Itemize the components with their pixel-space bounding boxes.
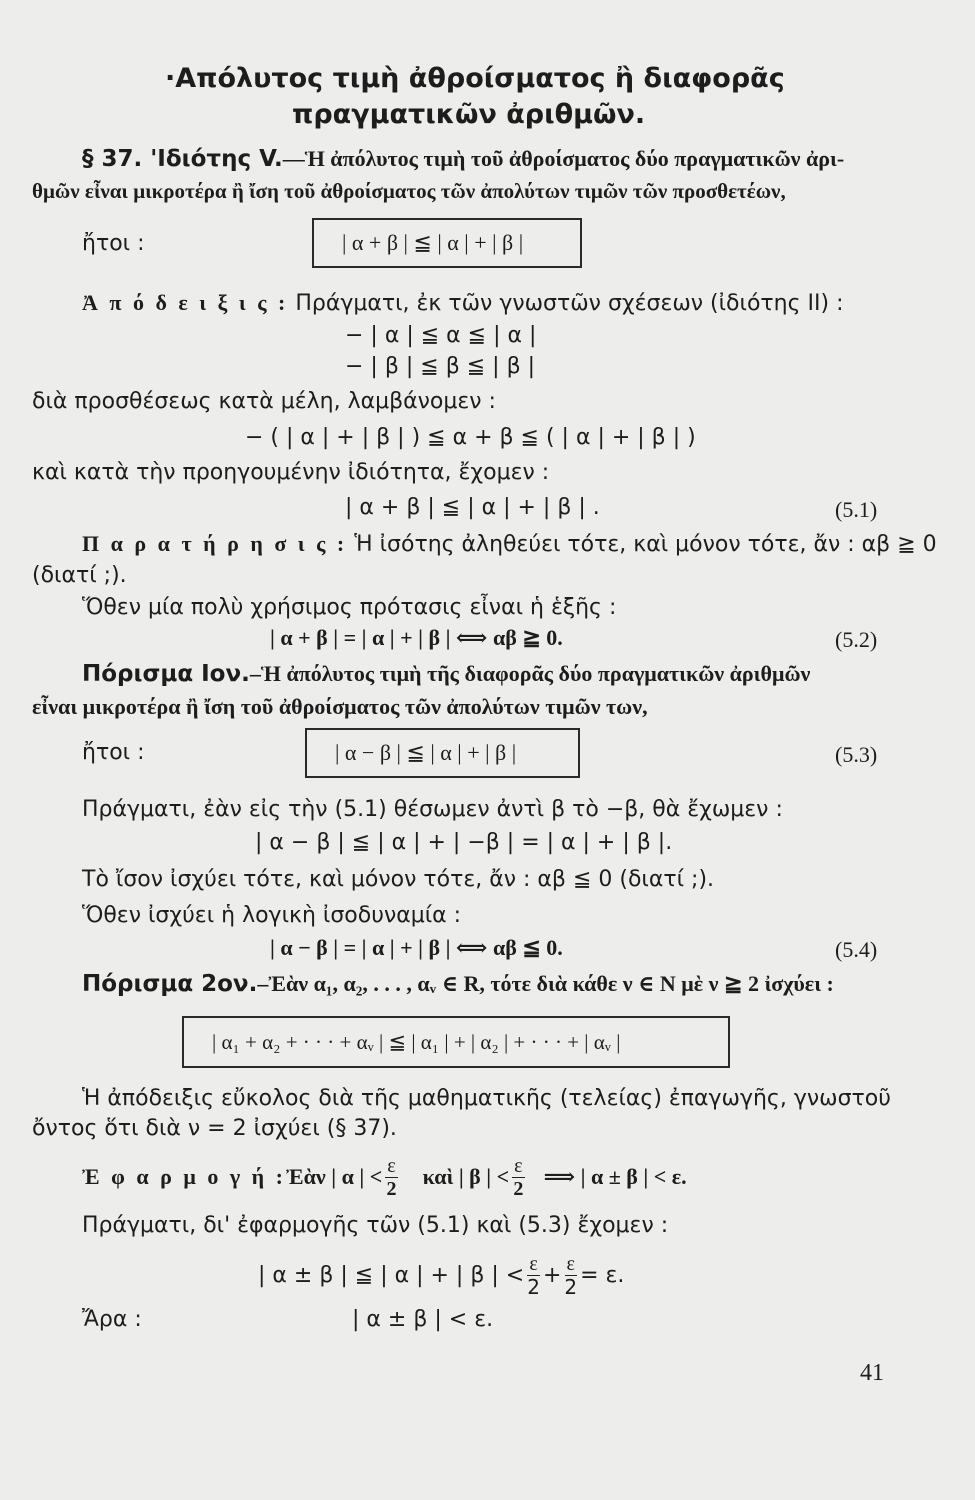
section-37-text-1: —Ἡ ἀπόλυτος τιμὴ τοῦ ἀθροίσματος δύο πραγματικῶν ἀρι- <box>282 146 845 171</box>
corollary-2-line <box>82 970 834 999</box>
derivation-line: | α − β | ≦ | α | + | −β | = | α | + | β |. <box>255 830 673 855</box>
boxed-formula-3 <box>182 1016 730 1068</box>
final-inequality <box>258 1250 624 1300</box>
section-37-text-2: θμῶν εἶναι μικροτέρα ἢ ἴση τοῦ ἀθροίσματος τῶν ἀπολύτων τιμῶν τῶν προσθετέων, <box>32 179 786 203</box>
final-inequality-left: | α ± β | ≦ | α | + | β | < <box>258 1262 525 1288</box>
section-37-label: § 37. 'Ιδιότης V. <box>82 146 283 172</box>
application-condition-a: Ἐὰν | α | < <box>286 1164 383 1189</box>
equation-5-3-number: (5.3) <box>835 742 878 767</box>
application-label: Ἐ φ α ρ μ ο γ ή : <box>82 1164 286 1189</box>
therefore-result: | α ± β | < ε. <box>352 1307 494 1332</box>
boxed-formula-2 <box>305 728 580 778</box>
corollary-2-label: Πόρισμα 2ον. <box>82 971 258 997</box>
equation-5-1: | α + β | ≦ | α | + | β | . <box>345 495 600 520</box>
fraction-numerator: ε <box>514 1154 523 1177</box>
fraction-numerator: ε <box>566 1252 575 1275</box>
section-37-line-1 <box>82 145 844 174</box>
useful-proposition-text: Ὅθεν μία πολὺ χρήσιμος πρότασις εἶναι ἡ ἑξῆς : <box>82 595 617 620</box>
epsilon-half-fraction-3 <box>527 1253 540 1298</box>
itoi-label-2: ἤτοι : <box>82 740 145 765</box>
epsilon-half-fraction-1 <box>385 1155 397 1200</box>
application-proof-text: Πράγματι, δι' ἐφαρμογῆς τῶν (5.1) καὶ (5.3) ἔχομεν : <box>82 1213 669 1238</box>
logical-equivalence-text: Ὅθεν ἰσχύει ἡ λογικὴ ἰσοδυναμία : <box>82 903 462 928</box>
boxed-formula-1-text: | α + β | ≦ | α | + | β | <box>342 230 524 255</box>
page-number: 41 <box>860 1360 884 1386</box>
boxed-formula-3-text: | α₁ + α₂ + · · · + αᵥ | ≦ | α₁ | + | α₂ | + · · · + | αᵥ | <box>212 1029 621 1054</box>
corollary-1-line-1 <box>82 660 810 689</box>
equation-5-4: | α − β | = | α | + | β | ⟺ αβ ≦ 0. <box>270 935 563 960</box>
equation-5-2: | α + β | = | α | + | β | ⟺ αβ ≧ 0. <box>270 625 563 650</box>
application-line <box>82 1152 687 1202</box>
plus-sign: + <box>542 1262 562 1288</box>
fraction-denominator: 2 <box>527 1274 540 1299</box>
title-line-1: ·Απόλυτος τιμὴ ἀθροίσματος ἢ διαφορᾶς <box>165 63 785 94</box>
corollary-2-text: –Ἐὰν α₁, α₂, . . . , αᵥ ∈ R, τότε διὰ κάθε ν ∈ N μὲ ν ≧ 2 ἰσχύει : <box>257 971 834 996</box>
remark-line <box>82 530 937 559</box>
proof-text: Πράγματι, ἐκ τῶν γνωστῶν σχέσεων (ἰδιότης II) : <box>288 291 844 316</box>
why-1: (διατί ;). <box>32 563 127 588</box>
fraction-denominator: 2 <box>564 1274 578 1299</box>
equation-5-2-number: (5.2) <box>835 627 878 652</box>
application-conclusion: ⟹ | α ± β | < ε. <box>543 1164 687 1189</box>
previous-property-text: καὶ κατὰ τὴν προηγουμένην ἰδιότητα, ἔχομεν : <box>32 460 550 485</box>
summed-inequality: − ( | α | + | β | ) ≦ α + β ≦ ( | α | + | β | ) <box>245 425 696 450</box>
addition-text: διὰ προσθέσεως κατὰ μέλη, λαμβάνομεν : <box>32 389 496 414</box>
equation-5-1-number: (5.1) <box>835 497 878 522</box>
final-inequality-right: = ε. <box>580 1262 625 1288</box>
substitution-text: Πράγματι, ἐὰν εἰς τὴν (5.1) θέσωμεν ἀντὶ β τὸ −β, θὰ ἔχωμεν : <box>82 797 783 822</box>
proof-label: Ἀ π ό δ ε ι ξ ι ς : <box>82 290 289 315</box>
induction-proof-line-2: ὄντος ὅτι διὰ ν = 2 ἰσχύει (§ 37). <box>32 1116 397 1141</box>
boxed-formula-2-text: | α − β | ≦ | α | + | β | <box>335 740 517 765</box>
equality-condition-text: Τὸ ἴσον ἰσχύει τότε, καὶ μόνον τότε, ἄν : αβ ≦ 0 (διατί ;). <box>82 867 715 892</box>
inequality-beta: − | β | ≦ β ≦ | β | <box>345 354 536 379</box>
equation-5-4-number: (5.4) <box>835 937 878 962</box>
fraction-denominator: 2 <box>386 1177 397 1200</box>
fraction-denominator: 2 <box>513 1177 524 1200</box>
inequality-alpha: − | α | ≦ α ≦ | α | <box>345 323 537 348</box>
fraction-numerator: ε <box>387 1154 396 1177</box>
application-condition-b: καὶ | β | < <box>422 1164 510 1189</box>
remark-text: Ἡ ἰσότης ἀληθεύει τότε, καὶ μόνον τότε, ἄν : αβ ≧ 0 <box>347 532 937 557</box>
corollary-1-text-2: εἶναι μικροτέρα ἢ ἴση τοῦ ἀθροίσματος τῶν ἀπολύτων τιμῶν των, <box>32 694 648 719</box>
title-line-2: πραγματικῶν ἀριθμῶν. <box>292 99 646 130</box>
therefore-label: Ἄρα : <box>82 1307 142 1332</box>
fraction-numerator: ε <box>529 1252 538 1275</box>
remark-label: Π α ρ α τ ή ρ η σ ι ς : <box>82 531 348 556</box>
itoi-label-1: ἤτοι : <box>82 231 145 256</box>
epsilon-half-fraction-4 <box>564 1253 577 1298</box>
induction-proof-line-1: Ἡ ἀπόδειξις εὔκολος διὰ τῆς μαθηματικῆς (τελείας) ἐπαγωγῆς, γνωστοῦ <box>82 1086 891 1111</box>
proof-line <box>82 289 843 318</box>
corollary-1-text-1: –Ἡ ἀπόλυτος τιμὴ τῆς διαφορᾶς δύο πραγματικῶν ἀριθμῶν <box>249 661 811 686</box>
corollary-1-label: Πόρισμα Ιον. <box>82 661 250 687</box>
epsilon-half-fraction-2 <box>512 1155 524 1200</box>
boxed-formula-1 <box>312 218 582 268</box>
